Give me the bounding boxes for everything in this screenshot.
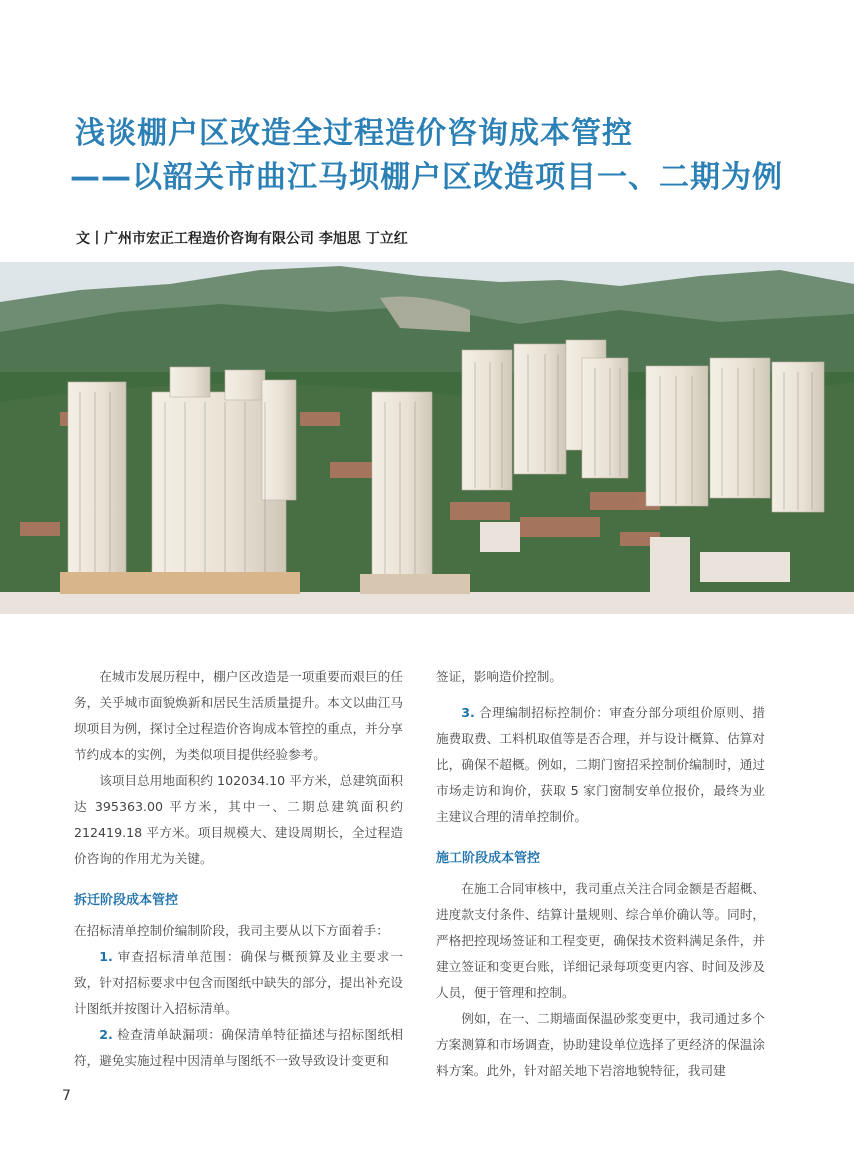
list-number: 2.	[99, 1027, 113, 1042]
contract-review-paragraph: 在施工合同审核中，我司重点关注合同金额是否超概、进度款支付条件、结算计量规则、综合单价确认等。同时，严格把控现场签证和工程变更，确保技术资料满足条件，并建立签证和变更台账，详细记录每项变更内容、时间及涉及人员，便于管理和控制。	[436, 881, 765, 1000]
list-text: 审查招标清单范围：确保与概预算及业主要求一致，针对招标要求中包含而图纸中缺失的部分，提出补充设计图纸并按图计入招标清单。	[74, 949, 403, 1016]
section-intro-paragraph: 在招标清单控制价编制阶段，我司主要从以下方面着手：	[74, 923, 389, 938]
list-text: 合理编制招标控制价：审查分部分项组价原则、措施费取费、工料机取值等是否合理，并与设计概算、估算对比，确保不超概。例如，二期门窗招采控制价编制时，通过市场走访和询价，获取 5 家门窗制安单位报价，最终为业主建议合理的清单控制价。	[436, 705, 765, 824]
list-number: 1.	[99, 949, 113, 964]
intro-paragraph: 在城市发展历程中，棚户区改造是一项重要而艰巨的任务，关乎城市面貌焕新和居民生活质量提升。本文以曲江马坝项目为例，探讨全过程造价咨询成本管控的重点，并分享节约成本的实例，为类似项目提供经验参考。	[74, 669, 403, 762]
article-title: 浅谈棚户区改造全过程造价咨询成本管控	[75, 116, 633, 151]
article-subtitle: ——以韶关市曲江马坝棚户区改造项目一、二期为例	[70, 160, 783, 195]
page-number: 7	[62, 1088, 71, 1104]
section-heading-demolition: 拆迁阶段成本管控	[74, 893, 179, 908]
left-column	[74, 664, 403, 1074]
aerial-city-photo	[0, 262, 854, 614]
list-item-2	[74, 1022, 403, 1074]
example-paragraph: 例如，在一、二期墙面保温砂浆变更中，我司通过多个方案测算和市场调查，协助建设单位选择了更经济的保温涂料方案。此外，针对韶关地下岩溶地貌特征，我司建	[436, 1011, 765, 1078]
byline: 文丨广州市宏正工程造价咨询有限公司 李旭思 丁立红	[76, 231, 408, 247]
right-column	[436, 664, 765, 1084]
section-heading-construction: 施工阶段成本管控	[436, 851, 541, 866]
list-number: 3.	[461, 705, 475, 720]
list-item-3	[436, 700, 765, 830]
continuation-paragraph: 签证，影响造价控制。	[436, 669, 562, 684]
project-scale-paragraph: 该项目总用地面积约 102034.10 平方米，总建筑面积达 395363.00 平方米，其中一、二期总建筑面积约 212419.18 平方米。项目规模大、建设周期长，全过程造价咨询的作用尤为关键。	[74, 773, 403, 866]
list-text: 检查清单缺漏项：确保清单特征描述与招标图纸相符，避免实施过程中因清单与图纸不一致导致设计变更和	[74, 1027, 403, 1068]
list-item-1	[74, 944, 403, 1022]
